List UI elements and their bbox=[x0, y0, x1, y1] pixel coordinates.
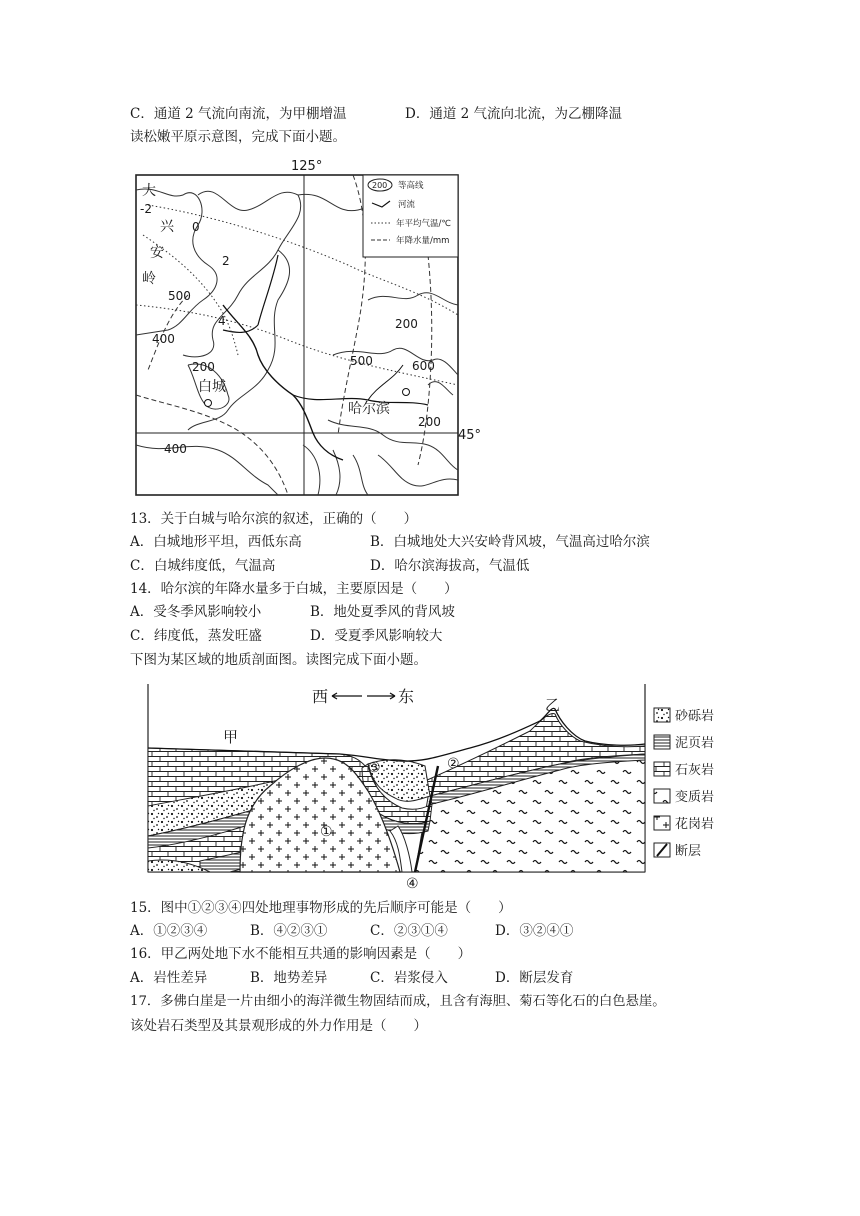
q13-option-a: A．白城地形平坦，西低东高 bbox=[130, 534, 302, 550]
mountain-char-4: 岭 bbox=[142, 271, 156, 287]
geologic-cross-section bbox=[140, 676, 740, 892]
legend-shale: 泥页岩 bbox=[675, 736, 715, 751]
west-label: 西 bbox=[312, 687, 329, 706]
legend-river-label: 河流 bbox=[398, 200, 416, 210]
legend-temp-label: 年平均气温/℃ bbox=[396, 219, 451, 229]
mountain-char-1: 大 bbox=[142, 183, 156, 199]
marker-4: ④ bbox=[406, 876, 419, 892]
marker-2: ② bbox=[447, 756, 460, 772]
marker-3: ③ bbox=[368, 760, 381, 776]
q16-option-d: D．断层发育 bbox=[495, 970, 574, 986]
q15-option-c: C．②③①④ bbox=[370, 923, 448, 939]
contour-label: 200 bbox=[418, 415, 441, 429]
q14-option-b: B．地处夏季风的背风坡 bbox=[310, 604, 455, 620]
q14-option-a: A．受冬季风影响较小 bbox=[130, 604, 262, 620]
precip-label: 400 bbox=[164, 442, 187, 456]
east-label: 东 bbox=[398, 687, 415, 706]
precip-label: 500 bbox=[168, 289, 191, 303]
temp-label: 0 bbox=[192, 220, 200, 234]
yi-label: 乙 bbox=[545, 696, 561, 714]
legend-precip-label: 年降水量/mm bbox=[396, 236, 450, 246]
precip-label: 400 bbox=[152, 332, 175, 346]
q13-stem: 13．关于白城与哈尔滨的叙述，正确的（ ） bbox=[130, 511, 418, 527]
mountain-char-2: 兴 bbox=[160, 219, 174, 235]
q14-option-c: C．纬度低，蒸发旺盛 bbox=[130, 628, 262, 644]
contour-label: 200 bbox=[192, 360, 215, 374]
q15-stem: 15．图中①②③④四处地理事物形成的先后顺序可能是（ ） bbox=[130, 900, 512, 916]
precip-label: 600 bbox=[412, 359, 435, 373]
precip-label: 500 bbox=[350, 354, 373, 368]
q16-option-a: A．岩性差异 bbox=[130, 970, 208, 986]
legend-metamorphic: 变质岩 bbox=[675, 790, 715, 805]
city-baicheng: 白城 bbox=[198, 379, 226, 395]
temp-label: -2 bbox=[140, 202, 152, 216]
option-d: D．通道 2 气流向北流，为乙棚降温 bbox=[405, 106, 622, 122]
q16-option-b: B．地势差异 bbox=[250, 970, 328, 986]
mountain-char-3: 安 bbox=[150, 245, 164, 261]
q15-option-b: B．④②③① bbox=[250, 923, 328, 939]
map-intro: 读松嫩平原示意图，完成下面小题。 bbox=[130, 129, 346, 145]
legend-fault: 断层 bbox=[675, 844, 702, 859]
city-harbin: 哈尔滨 bbox=[348, 401, 390, 417]
q13-option-c: C．白城纬度低，气温高 bbox=[130, 558, 276, 574]
q16-option-c: C．岩浆侵入 bbox=[370, 970, 448, 986]
legend-limestone: 石灰岩 bbox=[675, 763, 715, 778]
jia-label: 甲 bbox=[223, 728, 239, 746]
q14-stem: 14．哈尔滨的年降水量多于白城，主要原因是（ ） bbox=[130, 581, 458, 597]
temp-label: 2 bbox=[222, 254, 230, 268]
songnen-plain-map bbox=[128, 155, 482, 500]
longitude-label: 125° bbox=[291, 159, 323, 174]
option-c: C．通道 2 气流向南流，为甲棚增温 bbox=[130, 106, 347, 122]
latitude-label: 45° bbox=[458, 428, 482, 443]
contour-label: 200 bbox=[395, 317, 418, 331]
q17-line1: 17．多佛白崖是一片由细小的海洋微生物固结而成，且含有海胆、菊石等化石的白色悬崖。 bbox=[130, 994, 666, 1009]
legend-gravel: 砂砾岩 bbox=[675, 709, 715, 724]
legend-contour-label: 等高线 bbox=[398, 181, 424, 191]
q15-option-a: A．①②③④ bbox=[130, 923, 208, 939]
q14-option-d: D．受夏季风影响较大 bbox=[310, 628, 443, 644]
legend-granite: 花岗岩 bbox=[675, 817, 715, 832]
legend-contour-value: 200 bbox=[372, 181, 388, 190]
q16-stem: 16．甲乙两处地下水不能相互共通的影响因素是（ ） bbox=[130, 946, 472, 962]
q13-option-d: D．哈尔滨海拔高，气温低 bbox=[370, 558, 530, 574]
section-intro: 下图为某区域的地质剖面图。读图完成下面小题。 bbox=[130, 652, 427, 668]
q15-option-d: D．③②④① bbox=[495, 923, 574, 939]
section-legend bbox=[654, 708, 714, 859]
q17-line2: 该处岩石类型及其景观形成的外力作用是（ ） bbox=[130, 1018, 427, 1034]
marker-1: ① bbox=[320, 824, 333, 840]
q13-option-b: B．白城地处大兴安岭背风坡，气温高过哈尔滨 bbox=[370, 534, 650, 550]
temp-label: 4 bbox=[218, 314, 226, 328]
